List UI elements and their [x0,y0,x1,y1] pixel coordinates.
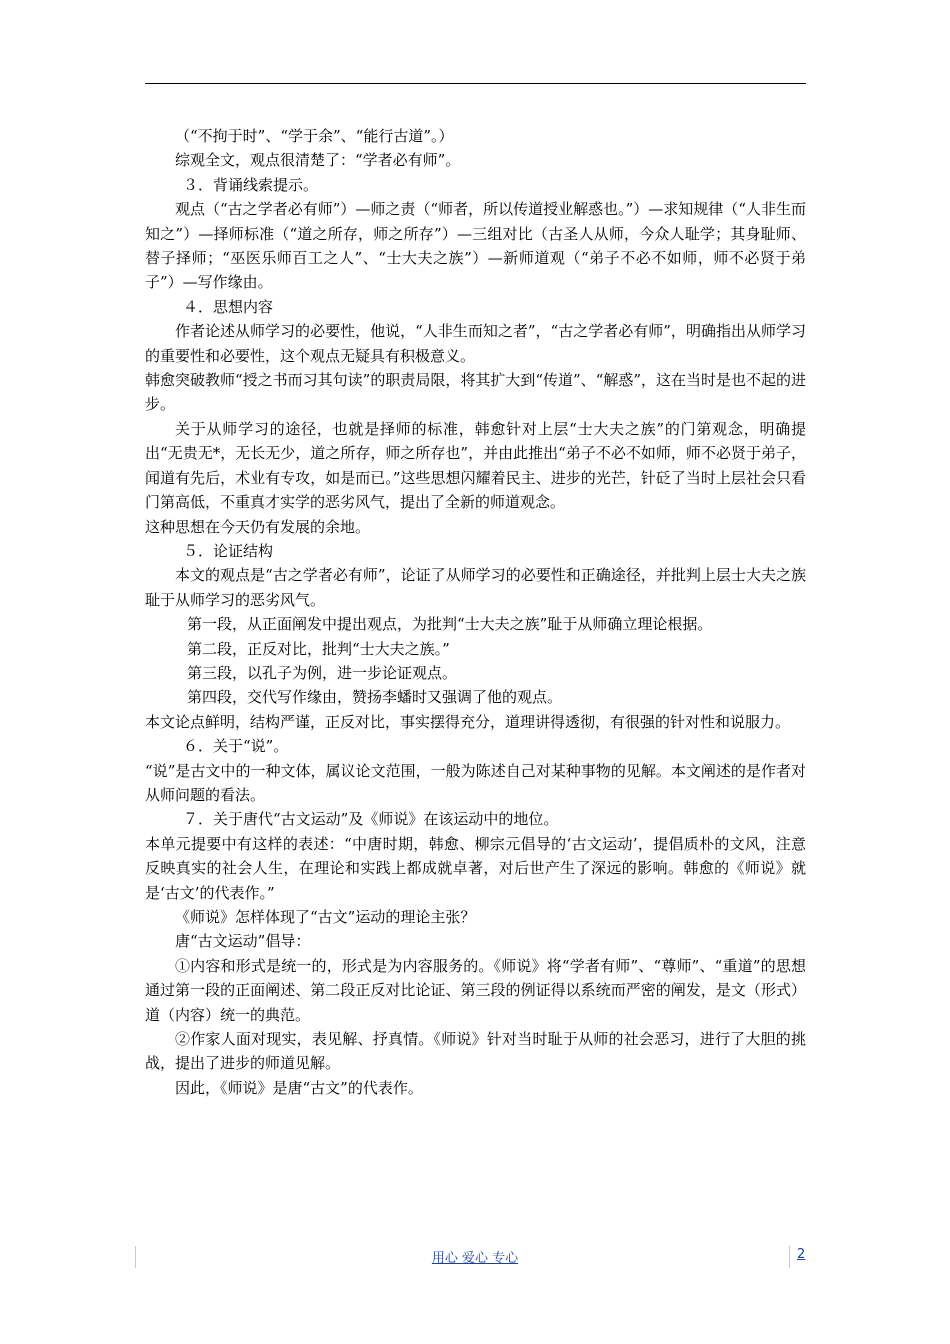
footer-link[interactable]: 用心 爱心 专心 [431,1251,519,1266]
paragraph: “说”是古文中的一种文体，属议论文范围，一般为陈述自己对某种事物的见解。本文阐述的是作者对从师问题的看法。 [145,761,806,804]
section-heading: ４．思想内容 [183,297,274,316]
paragraph: 关于从师学习的途径，也就是择师的标准，韩愈针对上层“士大夫之族”的门第观念，明确提出“无贵无*，无长无少，道之所存，师之所存也”，并由此推出“弟子不必不如师，师不必贤于弟子，闻道有先后，术业有专攻，如是而已。”这些思想闪耀着民主、进步的光芒，针砭了当时上层社会只看门第高低，不重真才实学的恶劣风气，提出了全新的师道观念。 [145,419,806,512]
paragraph: 第一段，从正面阐发中提出观点，为批判“士大夫之族”耻于从师确立理论根据。 [187,615,713,634]
paragraph: 第四段，交代写作缘由，赞扬李蟠时又强调了他的观点。 [187,688,563,707]
section-heading: ７．关于唐代“古文运动”及《师说》在该运动中的地位。 [183,810,559,829]
document-body [145,124,806,1100]
paragraph: ①内容和形式是统一的，形式是为内容服务的。《师说》将“学者有师”、“尊师”、“重道”的思想通过第一段的正面阐述、第二段正反对比论证、第三段的例证得以系统而严密的阐发，是文（形式）道（内容）统一的典范。 [145,956,806,1024]
paragraph: 观点（“古之学者必有师”）—师之责（“师者，所以传道授业解惑也。”）—求知规律（“人非生而知之”）—择师标准（“道之所存，师之所存”）—三组对比（古圣人从师，今众人耻学；其身耻师、替子择师；“巫医乐师百工之人”、“士大夫之族”）—新师道观（“弟子不必不如师，师不必贤于弟子”）—写作缘由。 [145,200,806,292]
page-number[interactable]: 2 [797,1247,806,1262]
paragraph: 《师说》怎样体现了“古文”运动的理论主张？ [175,908,476,926]
paragraph: 本单元提要中有这样的表述：“中唐时期，韩愈、柳宗元倡导的‘古文运动’，提倡质朴的文风，注意反映真实的社会人生，在理论和实践上都成就卓著，对后世产生了深远的影响。韩愈的《师说》就是‘古文’的代表作。” [145,834,806,902]
paragraph: 因此，《师说》是唐“古文”的代表作。 [175,1078,423,1097]
section-heading: ６．关于“说”。 [183,737,289,756]
paragraph: 本文的观点是“古之学者必有师”，论证了从师学习的必要性和正确途径，并批判上层士大夫之族耻于从师学习的恶劣风气。 [145,566,806,609]
paragraph: 这种思想在今天仍有发展的余地。 [145,517,371,536]
footer-left-divider [135,1246,136,1268]
paragraph: 韩愈突破教师“授之书而习其句读”的职责局限，将其扩大到“传道”、“解惑”，这在当时是也不起的进步。 [145,371,807,414]
section-heading: ５．论证结构 [183,541,274,560]
paragraph: 唐“古文运动”倡导： [175,932,311,951]
footer-right-divider [789,1246,790,1268]
paragraph: 综观全文，观点很清楚了：“学者必有师”。 [175,151,461,170]
paragraph: 本文论点鲜明，结构严谨，正反对比，事实摆得充分，道理讲得透彻，有很强的针对性和说服力。 [145,712,791,731]
paragraph: 作者论述从师学习的必要性，他说，“人非生而知之者”，“古之学者必有师”，明确指出从师学习的重要性和必要性，这个观点无疑具有积极意义。 [145,322,806,365]
paragraph: 第二段，正反对比，批判“士大夫之族。” [187,639,450,658]
paragraph: ②作家人面对现实，表见解、抒真情。《师说》针对当时耻于从师的社会恶习，进行了大胆的挑战，提出了进步的师道见解。 [145,1030,806,1073]
section-heading: ３．背诵线索提示。 [183,175,319,194]
paragraph: 第三段，以孔子为例，进一步论证观点。 [187,663,458,682]
paragraph: （“不拘于时”、“学于余”、“能行古道”。） [175,127,454,145]
header-rule [145,83,806,84]
